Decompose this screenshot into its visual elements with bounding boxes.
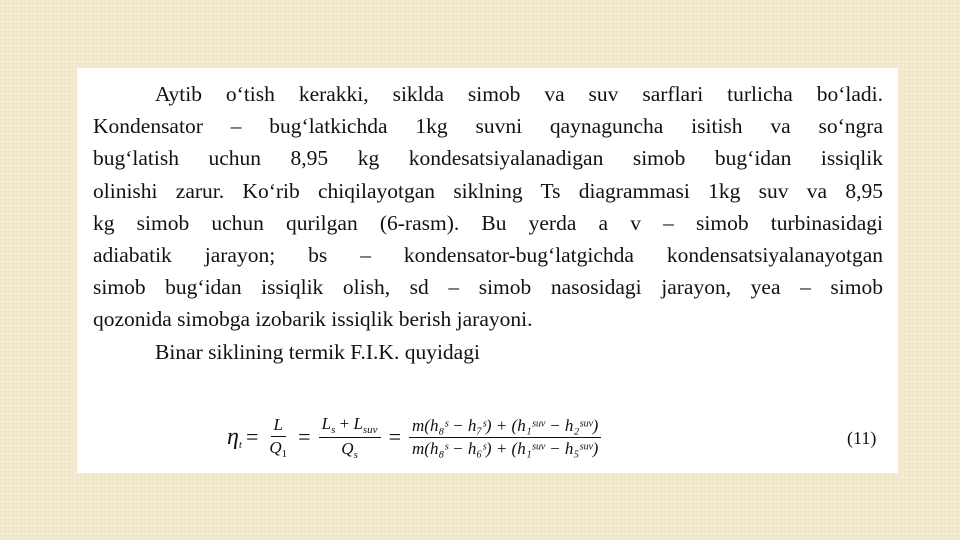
fraction-enthalpy: $\frac{\text{m(h₈ˢ − h₇ˢ) + (h₁ˢᵘᵛ − h₂ˢᵘᵛ)}}{\text{m(h₈ˢ − h₆ˢ) + (h₁ˢᵘᵛ − h₅ˢᵘᵛ)}}$ bbox=[409, 416, 601, 459]
text-line: simob bug‘idan issiqlik olish, sd – simob nasosidagi jarayon, yea – simob bbox=[93, 275, 883, 300]
text-line: Kondensator – bug‘latkichda 1kg suvni qaynaguncha isitish va so‘ngra bbox=[93, 114, 883, 139]
equals-sign: = bbox=[388, 424, 401, 449]
text-line: Aytib o‘tish kerakki, siklda simob va suv sarflari turlicha bo‘ladi. bbox=[155, 82, 883, 106]
equation-number: (11) bbox=[847, 428, 877, 448]
text-line: olinishi zarur. Ko‘rib chiqilayotgan siklning Ts diagrammasi 1kg suv va 8,95 bbox=[93, 178, 883, 203]
fraction-sum-work: $\frac{L_s + L_{suv}}{Q_s}$ bbox=[319, 414, 381, 461]
document-page bbox=[77, 68, 898, 473]
body-paragraph bbox=[93, 78, 883, 336]
text-line: adiabatik jarayon; bs – kondensator-bug‘latgichda kondensatsiyalanayotgan bbox=[93, 243, 883, 268]
equals-sign: = bbox=[245, 424, 259, 449]
text-line: bug‘latish uchun 8,95 kg kondesatsiyalanadigan simob bug‘idan issiqlik bbox=[93, 146, 883, 171]
equals-sign: = bbox=[298, 424, 311, 449]
formula-lhs: $\eta_t$ bbox=[227, 423, 242, 451]
fraction-work-heat: $\frac{L}{Q_1}$ bbox=[269, 414, 288, 460]
efficiency-formula bbox=[227, 406, 605, 468]
text-line: kg simob uchun qurilgan (6-rasm). Bu yerda a v – simob turbinasidagi bbox=[93, 210, 883, 235]
text-line: qozonida simobga izobarik issiqlik berish jarayoni. bbox=[93, 307, 533, 332]
formula-intro: Binar siklining termik F.I.K. quyidagi bbox=[155, 340, 480, 364]
